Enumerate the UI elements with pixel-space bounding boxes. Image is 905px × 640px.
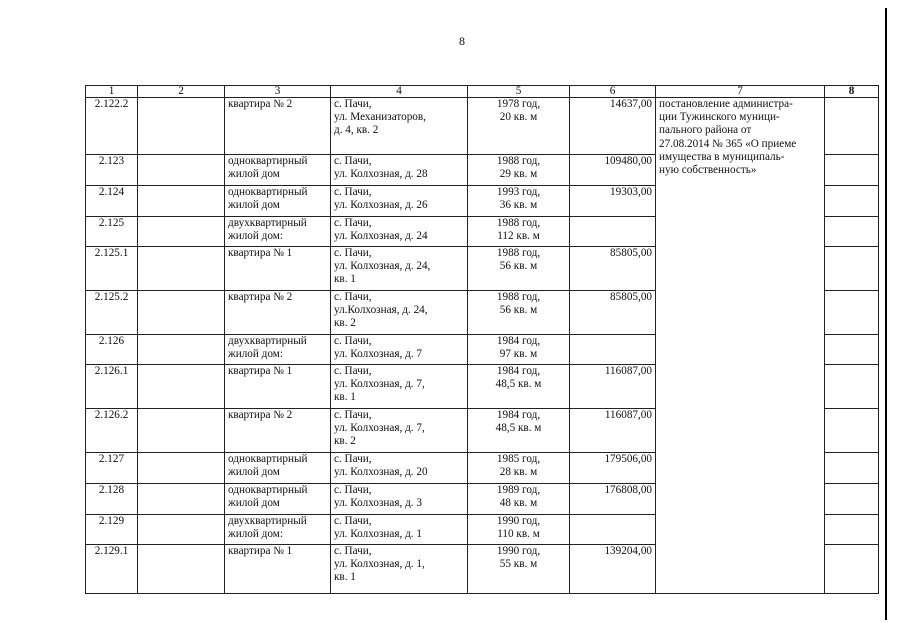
property-type: квартира № 2 [228,291,293,303]
address-line: с. Пачи, [334,545,372,557]
item-number: 2.125.1 [86,247,138,291]
cost-value: 14637,00 [570,98,656,155]
empty-cell [138,515,225,545]
year-area-cell [468,515,570,545]
property-type: одноквартирный [228,186,308,198]
year-area-cell [468,545,570,594]
cost-value: 109480,00 [570,155,656,186]
address-cell [331,545,468,594]
property-type: одноквартирный [228,155,308,167]
cost-value [570,515,656,545]
empty-cell [138,545,225,594]
property-type-cell [225,155,331,186]
year-area-line: 1990 год, [496,515,541,527]
year-area-line: 28 кв. м [499,466,538,479]
year-area-line: 110 кв. м [497,528,540,541]
col-header-4: 4 [331,86,468,98]
year-area-cell [468,217,570,247]
col-header-1: 1 [86,86,138,98]
address-line: кв. 2 [334,435,356,448]
address-cell [331,291,468,335]
cost-value: 85805,00 [570,291,656,335]
empty-cell [138,98,225,155]
empty-cell [138,247,225,291]
empty-cell [825,98,879,155]
page-number: 8 [459,34,465,48]
basis-document-cell [656,98,825,594]
year-area-line: 1988 год, [496,291,541,303]
year-area-line: 1984 год, [496,409,541,421]
property-type-cell [225,409,331,453]
year-area-line: 1989 год, [496,484,541,496]
address-line: с. Пачи, [334,155,372,167]
empty-cell [825,453,879,484]
address-line: д. 4, кв. 2 [334,124,379,137]
address-line: ул. Колхозная, д. 7, [334,422,425,435]
year-area-line: 1993 год, [496,186,541,198]
address-cell [331,365,468,409]
item-number: 2.126.1 [86,365,138,409]
address-line: с. Пачи, [334,186,372,198]
address-cell [331,217,468,247]
property-type: жилой дом [228,466,280,479]
year-area-line: 1988 год, [496,155,541,167]
year-area-line: 48,5 кв. м [495,378,542,391]
property-type: квартира № 1 [228,365,293,377]
item-number: 2.125.2 [86,291,138,335]
property-type: жилой дом: [228,348,283,361]
year-area-cell [468,335,570,365]
address-cell [331,186,468,217]
cost-value: 176808,00 [570,484,656,515]
empty-cell [825,409,879,453]
address-line: кв. 1 [334,273,356,286]
empty-cell [825,155,879,186]
property-type-cell [225,98,331,155]
item-number: 2.129.1 [86,545,138,594]
address-line: ул. Механизаторов, [334,111,426,124]
basis-document-line: 27.08.2014 № 365 «О приеме [659,137,797,150]
cost-value [570,335,656,365]
basis-document-line: имущества в муниципаль- [659,150,785,163]
col-header-2: 2 [138,86,225,98]
empty-cell [825,247,879,291]
address-line: ул. Колхозная, д. 28 [334,168,428,181]
scan-edge-line [885,8,887,620]
item-number: 2.122.2 [86,98,138,155]
address-line: кв. 1 [334,571,356,584]
address-cell [331,409,468,453]
address-line: ул. Колхозная, д. 7, [334,378,425,391]
address-line: ул. Колхозная, д. 7 [334,348,422,361]
header-row [86,86,879,98]
property-type-cell [225,247,331,291]
cost-value: 19303,00 [570,186,656,217]
year-area-cell [468,484,570,515]
property-type-cell [225,217,331,247]
address-line: кв. 1 [334,391,356,404]
basis-document-line: ции Тужинского муници- [659,111,780,124]
address-line: с. Пачи, [334,291,372,303]
address-line: с. Пачи, [334,247,372,259]
address-cell [331,453,468,484]
address-line: ул. Колхозная, д. 3 [334,497,422,510]
year-area-line: 1985 год, [496,453,541,465]
empty-cell [825,545,879,594]
year-area-line: 36 кв. м [499,199,538,212]
table-body [86,98,879,594]
property-type: жилой дом [228,497,280,510]
year-area-line: 1984 год, [496,365,541,377]
address-line: ул.Колхозная, д. 24, [334,304,428,317]
address-line: с. Пачи, [334,484,372,496]
basis-document-line: ную собственность» [659,164,757,177]
address-cell [331,335,468,365]
address-line: ул. Колхозная, д. 20 [334,466,428,479]
address-line: ул. Колхозная, д. 26 [334,199,428,212]
property-type-cell [225,186,331,217]
property-type-cell [225,291,331,335]
item-number: 2.128 [86,484,138,515]
property-type: квартира № 2 [228,409,293,421]
year-area-cell [468,186,570,217]
col-header-7: 7 [656,86,825,98]
address-line: ул. Колхозная, д. 24, [334,260,431,273]
year-area-line: 1988 год, [496,247,541,259]
basis-document-line: пального района от [659,124,752,137]
property-type: квартира № 2 [228,98,293,110]
year-area-line: 112 кв. м [497,230,540,243]
year-area-line: 1978 год, [496,98,541,110]
basis-document-line: постановление администра- [659,98,793,110]
property-type-cell [225,515,331,545]
property-type-cell [225,484,331,515]
empty-cell [825,217,879,247]
year-area-line: 29 кв. м [499,168,538,181]
cost-value: 116087,00 [570,409,656,453]
col-header-5: 5 [468,86,570,98]
property-type-cell [225,365,331,409]
year-area-line: 20 кв. м [499,111,538,124]
item-number: 2.126.2 [86,409,138,453]
address-line: с. Пачи, [334,365,372,377]
property-type: жилой дом: [228,230,283,243]
year-area-line: 56 кв. м [499,304,538,317]
empty-cell [825,484,879,515]
year-area-line: 97 кв. м [499,348,538,361]
empty-cell [825,365,879,409]
property-type: одноквартирный [228,484,308,496]
property-type: двухквартирный [228,335,307,347]
cost-value: 139204,00 [570,545,656,594]
item-number: 2.124 [86,186,138,217]
year-area-cell [468,453,570,484]
property-type: жилой дом [228,199,280,212]
empty-cell [138,484,225,515]
address-line: с. Пачи, [334,335,372,347]
empty-cell [138,453,225,484]
address-cell [331,484,468,515]
property-type-cell [225,545,331,594]
item-number: 2.123 [86,155,138,186]
address-line: кв. 2 [334,317,356,330]
cost-value [570,217,656,247]
property-type: жилой дом: [228,528,283,541]
property-type: квартира № 1 [228,247,293,259]
address-line: ул. Колхозная, д. 24 [334,230,428,243]
property-type: двухквартирный [228,515,307,527]
property-type: одноквартирный [228,453,308,465]
address-line: с. Пачи, [334,515,372,527]
item-number: 2.126 [86,335,138,365]
empty-cell [138,365,225,409]
year-area-line: 48 кв. м [499,497,538,510]
address-line: ул. Колхозная, д. 1, [334,558,425,571]
year-area-line: 56 кв. м [499,260,538,273]
empty-cell [138,409,225,453]
empty-cell [825,186,879,217]
address-line: с. Пачи, [334,98,372,110]
year-area-cell [468,291,570,335]
empty-cell [825,335,879,365]
year-area-cell [468,98,570,155]
cost-value: 85805,00 [570,247,656,291]
item-number: 2.127 [86,453,138,484]
address-cell [331,155,468,186]
property-type-cell [225,335,331,365]
col-header-3: 3 [225,86,331,98]
empty-cell [825,515,879,545]
year-area-line: 1984 год, [496,335,541,347]
empty-cell [138,186,225,217]
cost-value: 179506,00 [570,453,656,484]
address-cell [331,98,468,155]
year-area-line: 48,5 кв. м [495,422,542,435]
year-area-line: 55 кв. м [499,558,538,571]
address-line: с. Пачи, [334,453,372,465]
address-cell [331,247,468,291]
year-area-line: 1988 год, [496,217,541,229]
year-area-cell [468,409,570,453]
item-number: 2.125 [86,217,138,247]
empty-cell [138,155,225,186]
property-type: квартира № 1 [228,545,293,557]
cost-value: 116087,00 [570,365,656,409]
property-type-cell [225,453,331,484]
empty-cell [825,291,879,335]
property-type: двухквартирный [228,217,307,229]
table-row [86,98,879,155]
address-line: с. Пачи, [334,217,372,229]
year-area-cell [468,247,570,291]
item-number: 2.129 [86,515,138,545]
property-registry-table [85,85,879,594]
address-cell [331,515,468,545]
col-header-6: 6 [570,86,656,98]
empty-cell [138,217,225,247]
property-type: жилой дом [228,168,280,181]
year-area-cell [468,155,570,186]
year-area-cell [468,365,570,409]
col-header-8: 8 [825,86,879,98]
year-area-line: 1990 год, [496,545,541,557]
empty-cell [138,291,225,335]
empty-cell [138,335,225,365]
address-line: с. Пачи, [334,409,372,421]
address-line: ул. Колхозная, д. 1 [334,528,422,541]
